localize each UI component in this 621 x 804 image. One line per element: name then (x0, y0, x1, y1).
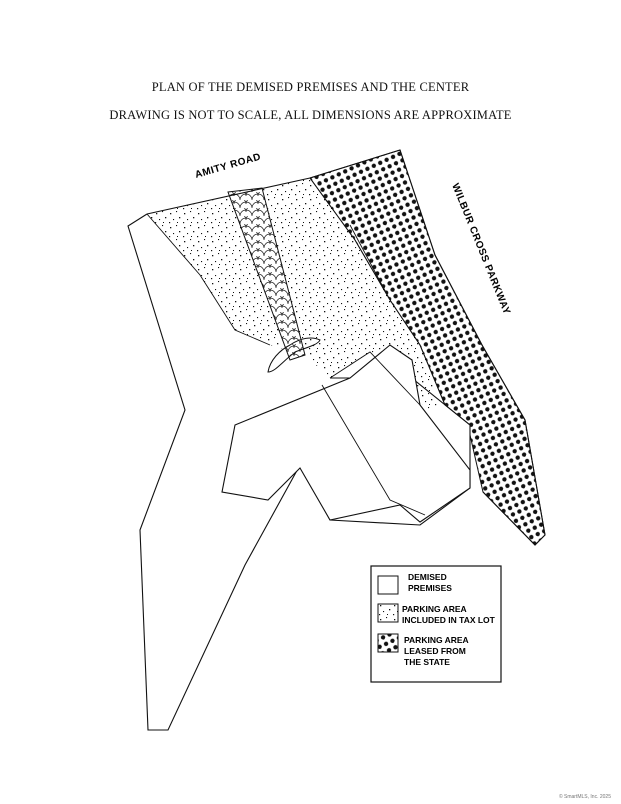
plan-subtitle: DRAWING IS NOT TO SCALE, ALL DIMENSIONS ARE APPROXIMATE (109, 108, 512, 122)
amity-road-label: AMITY ROAD (193, 151, 263, 181)
legend-swatch-state (378, 634, 398, 652)
plan-title: PLAN OF THE DEMISED PREMISES AND THE CENTER (151, 80, 470, 94)
legend-swatch-tax-lot (378, 604, 398, 622)
legend-label-state-1: PARKING AREA (404, 635, 469, 645)
legend (371, 566, 501, 682)
legend-label-tax-lot-1: PARKING AREA (402, 604, 467, 614)
wilbur-cross-parkway-label: WILBUR CROSS PARKWAY (449, 182, 513, 317)
legend-label-state-2: LEASED FROM (404, 646, 466, 656)
legend-label-tax-lot-2: INCLUDED IN TAX LOT (402, 615, 495, 625)
legend-label-demised-2: PREMISES (408, 583, 452, 593)
legend-swatch-demised (378, 576, 398, 594)
legend-label-demised-1: DEMISED (408, 572, 447, 582)
legend-label-state-3: THE STATE (404, 657, 450, 667)
footer-credit: © SmartMLS, Inc. 2025 (558, 794, 611, 800)
